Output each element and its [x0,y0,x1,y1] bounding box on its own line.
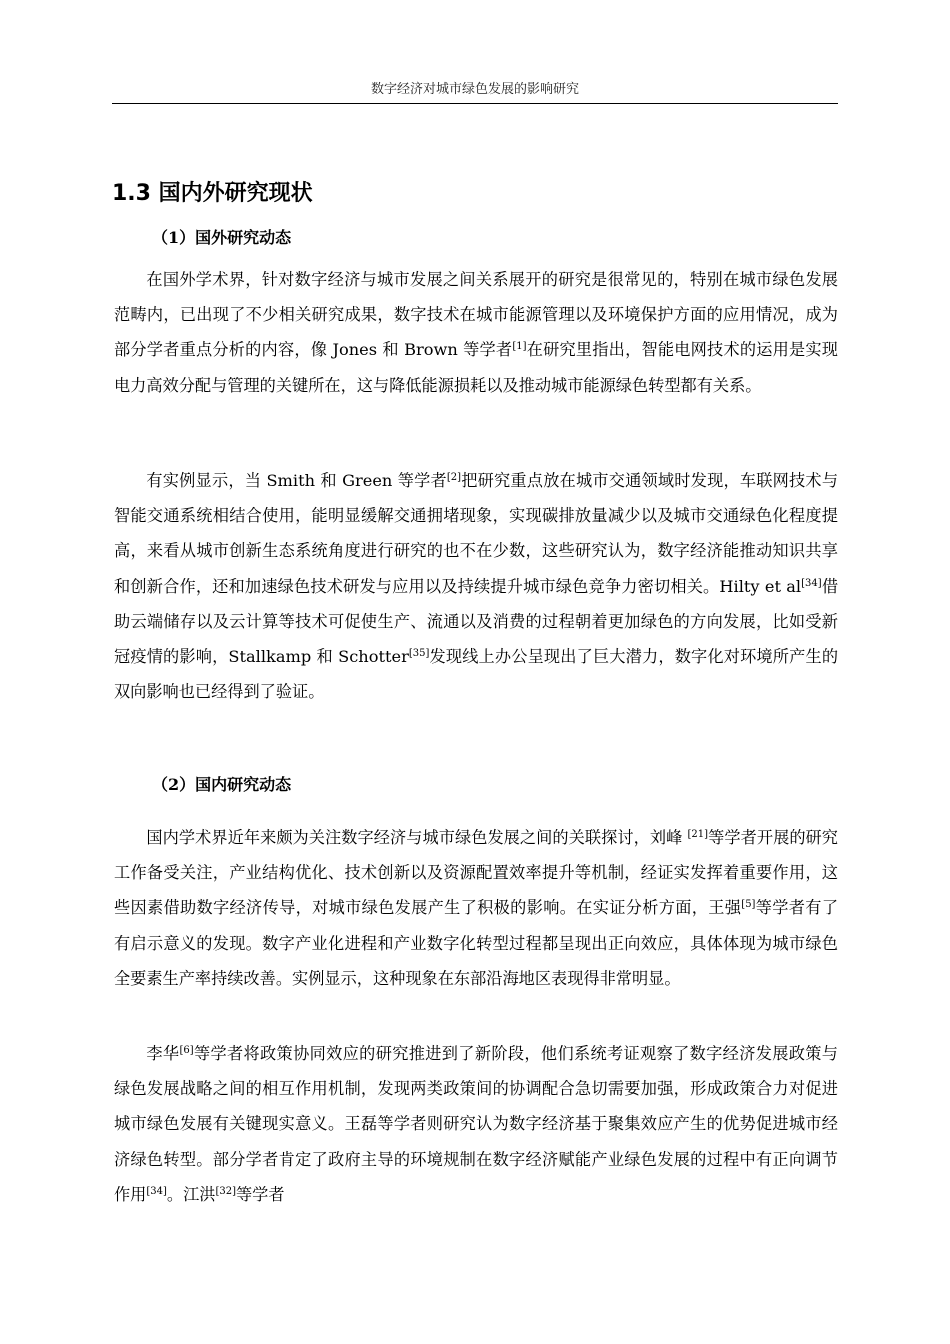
subheading-foreign-research: （1）国外研究动态 [152,228,292,247]
paragraph-foreign-2 [114,463,838,709]
subheading-domestic-research: （2）国内研究动态 [152,775,292,794]
paragraph-text: 在研究里指出，智能电网技术的运用是实现电力高效分配与管理的关键所在，这与降低能源损耗以及推动城市能源绿色转型都有关系。 [114,340,838,395]
citation: [1] [512,341,527,353]
paragraph-text: 等学者有了有启示意义的发现。数字产业化进程和产业数字化转型过程都呈现出正向效应，具体体现为城市绿色全要素生产率持续改善。实例显示，这种现象在东部沿海地区表现得非常明显。 [114,898,839,988]
paragraph-text: 。江洪 [166,1184,216,1204]
header-rule [112,103,838,104]
paragraph-text: 等学者将政策协同效应的研究推进到了新阶段，他们系统考证观察了数字经济发展政策与绿色发展战略之间的相互作用机制，发现两类政策间的协调配合急切需要加强，形成政策合力对促进城市绿色发展有关键现实意义。王磊等学者则研究认为数字经济基于聚集效应产生的优势促进城市经济绿色转型。部分学者肯定了政府主导的环境规制在数字经济赋能产业绿色发展的过程中有正向调节作用 [114,1044,838,1204]
paragraph-text: 李华 [146,1044,180,1063]
citation: [34] [146,1185,167,1197]
paragraph-text: 等学者开展的研究工作备受关注，产业结构优化、技术创新以及资源配置效率提升等机制，经证实发挥着重要作用，这些因素借助数字经济传导，对城市绿色发展产生了积极的影响。在实证分析方面，王强 [114,828,838,918]
paragraph-text: 在国外学术界，针对数字经济与城市发展之间关系展开的研究是很常见的，特别在城市绿色发展范畴内，已出现了不少相关研究成果，数字技术在城市能源管理以及环境保护方面的应用情况，成为部分学者重点分析的内容，像 Jones 和 Brown 等学者 [114,270,838,360]
citation: [2] [446,472,462,483]
citation: [21] [687,829,709,840]
citation: [6] [179,1045,194,1056]
paragraph-domestic-2 [114,1036,838,1212]
citation: [34] [801,577,822,589]
citation: [35] [408,648,430,660]
paragraph-text: 等学者 [236,1184,285,1204]
paragraph-foreign-1 [114,262,838,403]
paragraph-text: 借助云端储存以及云计算等技术可促使生产、流通以及消费的过程朝着更加绿色的方向发展，比如受新冠疫情的影响，Stallkamp 和 Schotter [114,576,839,667]
paragraph-text: 国内学术界近年来颇为关注数字经济与城市绿色发展之间的关联探讨，刘峰 [146,828,688,847]
paragraph-text: 发现线上办公呈现出了巨大潜力，数字化对环境所产生的双向影响也已经得到了验证。 [114,647,839,702]
paragraph-text: 有实例显示，当 Smith 和 Green 等学者 [146,471,447,490]
paragraph-text: 把研究重点放在城市交通领域时发现，车联网技术与智能交通系统相结合使用，能明显缓解交通拥堵现象，实现碳排放量减少以及城市交通绿色化程度提高，来看从城市创新生态系统角度进行研究的也不在少数，这些研究认为，数字经济能推动知识共享和创新合作，还和加速绿色技术研发与应用以及持续提升城市绿色竞争力密切相关。Hilty et al [114,471,839,596]
running-header: 数字经济对城市绿色发展的影响研究 [370,82,579,97]
citation: [5] [741,899,756,911]
section-title: 1.3 国内外研究现状 [112,181,313,206]
paragraph-domestic-1 [114,820,838,996]
citation: [32] [215,1185,236,1197]
